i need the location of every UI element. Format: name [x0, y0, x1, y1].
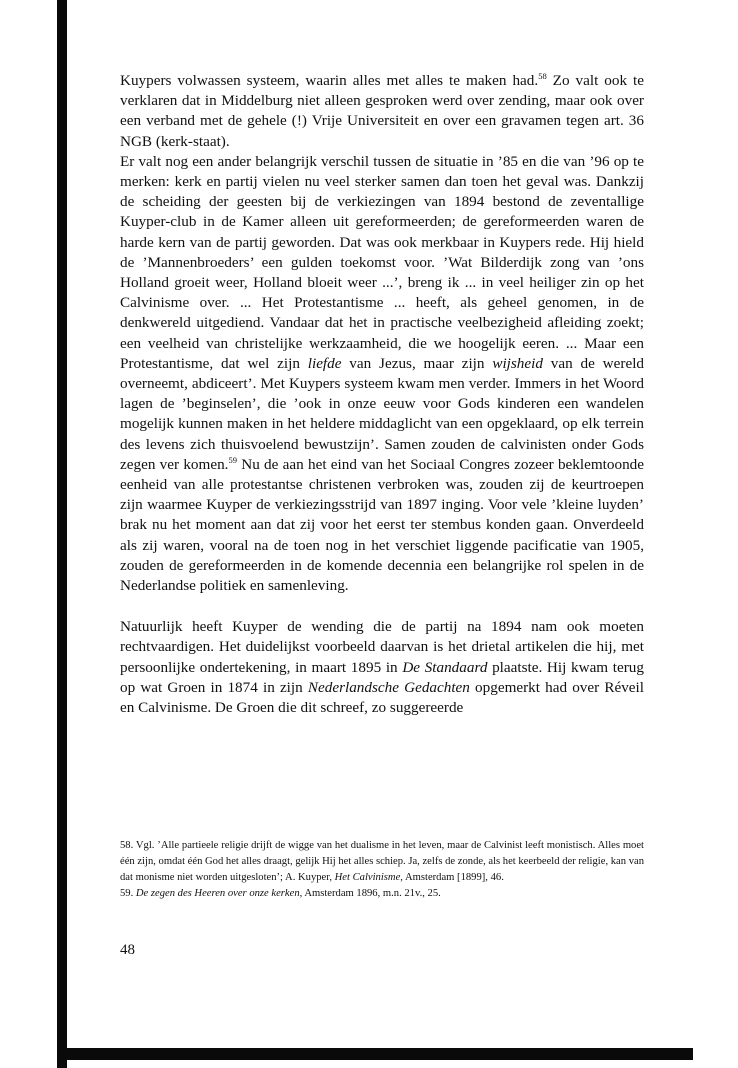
text-run: van de wereld overneemt, abdiceert’. Met Kuypers systeem kwam men verder. Immers in het Woord lagen de ’beginselen’, die ’ook in onze eeuw voor Gods kinderen een wandelen mogelijk kunnen maken in het heldere middaglicht van een opgeklaard, op elk terrein des levens zich thuisvoelend bewustzijn’. Samen zouden de calvinisten onder Gods zegen ver komen. — [120, 354, 645, 473]
text-run: plaatste. Hij kwam terug op wat Groen in 1874 in zijn — [120, 658, 644, 696]
text-run: Natuurlijk heeft Kuyper de wending die de partij na 1894 nam ook moeten rechtvaardigen. Het duidelijkst voorbeeld daarvan is het drietal artikelen die hij, met persoonlijke ondertekening, in maart 1895 in — [120, 618, 644, 676]
paragraph — [120, 152, 644, 596]
body-text — [120, 71, 644, 718]
text-run: 59. — [120, 888, 136, 899]
text-run: opgemerkt had over Réveil en Calvinisme. De Groen die dit schreef, zo suggereerde — [120, 678, 644, 717]
text-run: van Jezus, maar zijn — [341, 354, 493, 372]
page-number: 48 — [120, 942, 135, 958]
text-run: Amsterdam 1896, m.n. 21v., 25. — [302, 888, 441, 899]
text-run: Zo valt ook te verklaren dat in Middelburg niet alleen gesproken werd over zending, maar ook over een verband met de gehele (!) Vrije Universiteit en over een gravamen tegen art. 36 NGB (kerk-staat). — [120, 72, 644, 150]
italic-text: liefde — [307, 354, 342, 372]
footnote-reference: 58 — [538, 71, 547, 81]
footnote — [120, 838, 644, 886]
italic-text: wijsheid — [492, 354, 543, 372]
text-run: 58. Vgl. ’Alle partieele religie drijft de wigge van het dualisme in het leven, maar de Calvinist leeft monistisch. Alles moet één zijn, omdat één God het alles draagt, gelijk Hij het alles schiep. Ja, zelfs de zonde, als het keerbeeld der religie, kan van dat monisme niet worden uitgesloten’; A. Kuyper, — [120, 840, 644, 883]
paragraph — [120, 71, 644, 152]
text-run: Amsterdam [1899], 46. — [402, 872, 504, 883]
page-body — [120, 71, 644, 718]
italic-text: Het Calvinisme, — [334, 872, 403, 883]
paragraph — [120, 617, 644, 718]
scan-border-left — [57, 0, 67, 1068]
text-run: Kuypers volwassen systeem, waarin alles met alles te maken had. — [120, 72, 539, 89]
text-run: Nu de aan het eind van het Sociaal Congres zozeer beklemtoonde eenheid van alle protestantse christenen verbroken was, zouden zij de keurtroepen zijn waarmee Kuyper de verkiezingsstrijd van 1897 inging. Voor vele ’kleine luyden’ brak nu het moment aan dat zij voor het eerst ter stembus konden gaan. Onverdeeld als zij waren, vooral na de toen nog in het verschiet liggende pacificatie van 1905, zouden de gereformeerden in de komende decennia een belangrijke rol spelen in de Nederlandse politiek en samenleving. — [120, 455, 644, 595]
scan-border-bottom — [57, 1048, 693, 1060]
footnote — [120, 886, 644, 902]
footnote-reference: 59 — [228, 454, 237, 465]
text-run: Er valt nog een ander belangrijk verschil tussen de situatie in ’85 en die van ’96 op te merken: kerk en partij vielen nu veel sterker samen dan toen het geval was. Dankzij de scheiding der geesten bij de verkiezingen van 1894 bestond de zeventallige Kuyper-club in de Kamer alleen uit gereformeerden; de gereformeerden waren de harde kern van de partij geworden. Dat was ook merkbaar in Kuypers rede. Hij hield de ’Mannenbroeders’ een gulden toekomst voor. ’Wat Bilderdijk zong van ’ons Holland groeit weer, Holland bloeit weer ...’, breng ik ... in veel heiliger zin op het Calvinisme over. ... Het Protestantisme ... heeft, als geheel genomen, in de denkwereld uitgediend. Vandaar dat het in practische veelbezigheid afleiding zoekt; een veelheid van christelijke werkzaamheid, die we hoogelijk eeren. ... Maar een Protestantisme, dat wel zijn — [120, 152, 644, 372]
italic-text: Nederlandsche Gedachten — [307, 678, 470, 696]
footnotes — [120, 838, 644, 902]
italic-text: De Standaard — [402, 658, 488, 676]
italic-text: De zegen des Heeren over onze kerken, — [135, 888, 303, 899]
